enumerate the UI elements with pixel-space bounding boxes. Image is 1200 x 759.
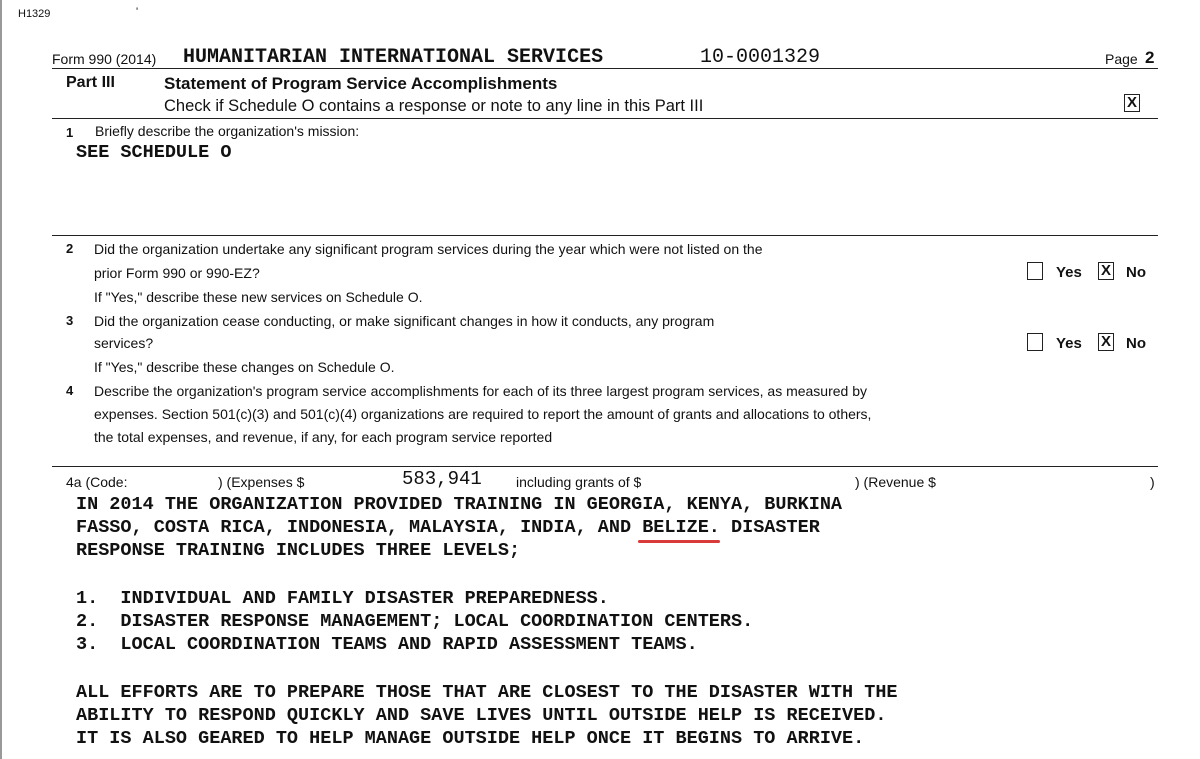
q4a-narrative-line: IN 2014 THE ORGANIZATION PROVIDED TRAINING IN GEORGIA, KENYA, BURKINA xyxy=(76,494,843,515)
page-left-edge xyxy=(0,0,2,759)
q4a-narrative-line: FASSO, COSTA RICA, INDONESIA, MALAYSIA, INDIA, AND BELIZE. DISASTER xyxy=(76,517,820,538)
page-number: 2 xyxy=(1145,48,1155,67)
page-label: Page xyxy=(1105,51,1138,67)
q4a-expenses-value: 583,941 xyxy=(402,468,482,490)
q2-line2: prior Form 990 or 990-EZ? xyxy=(94,265,260,281)
q3-line2: services? xyxy=(94,335,154,351)
q4a-closing-line: IT IS ALSO GEARED TO HELP MANAGE OUTSIDE HELP ONCE IT BEGINS TO ARRIVE. xyxy=(76,728,865,749)
org-name: HUMANITARIAN INTERNATIONAL SERVICES xyxy=(183,46,604,69)
q3-yes-label: Yes xyxy=(1056,335,1082,352)
q4-line3: the total expenses, and revenue, if any, for each program service reported xyxy=(94,429,553,445)
q4a-closing-line: ABILITY TO RESPOND QUICKLY AND SAVE LIVES UNTIL OUTSIDE HELP IS RECEIVED. xyxy=(76,705,887,726)
q2-no-checkbox[interactable]: X xyxy=(1098,262,1114,280)
q3-line1: Did the organization cease conducting, or make significant changes in how it conducts, any program xyxy=(94,313,715,329)
schedule-o-check-text: Check if Schedule O contains a response or note to any line in this Part III xyxy=(164,97,704,115)
q3-no-checkbox[interactable]: X xyxy=(1098,333,1114,351)
q4a-level-item: 3. LOCAL COORDINATION TEAMS AND RAPID ASSESSMENT TEAMS. xyxy=(76,634,698,655)
stray-mark: ' xyxy=(136,6,139,18)
q4a-code-label: 4a (Code: xyxy=(66,474,128,490)
q2-no-label: No xyxy=(1126,264,1146,281)
header-rule xyxy=(52,68,1158,69)
form-label: Form 990 (2014) xyxy=(52,51,157,67)
q2-line1: Did the organization undertake any significant program services during the year which were not listed on the xyxy=(94,241,763,257)
q1-answer: SEE SCHEDULE O xyxy=(76,142,232,163)
ein: 10-0001329 xyxy=(700,46,821,69)
q4-line2: expenses. Section 501(c)(3) and 501(c)(4) organizations are required to report the amount of grants and allocations to others, xyxy=(94,406,872,422)
q4a-level-item: 1. INDIVIDUAL AND FAMILY DISASTER PREPAREDNESS. xyxy=(76,588,609,609)
q3-yes-checkbox[interactable] xyxy=(1027,333,1043,351)
q4a-closing-line: ALL EFFORTS ARE TO PREPARE THOSE THAT ARE CLOSEST TO THE DISASTER WITH THE xyxy=(76,682,898,703)
q1-text: Briefly describe the organization's mission: xyxy=(95,123,360,139)
q4a-revenue-label: ) (Revenue $ xyxy=(855,474,936,490)
q1-rule xyxy=(52,235,1158,236)
part-label: Part III xyxy=(66,74,115,91)
part-rule xyxy=(52,118,1158,119)
q1-number: 1 xyxy=(66,125,74,140)
q2-yes-label: Yes xyxy=(1056,264,1082,281)
q2-yes-checkbox[interactable] xyxy=(1027,262,1043,280)
q3-no-label: No xyxy=(1126,335,1146,352)
schedule-o-checkbox[interactable]: X xyxy=(1124,94,1140,112)
q4a-expenses-label: ) (Expenses $ xyxy=(218,474,305,490)
q4a-close-paren: ) xyxy=(1150,474,1155,490)
q3-number: 3 xyxy=(66,313,74,328)
q4a-narrative-line: RESPONSE TRAINING INCLUDES THREE LEVELS; xyxy=(76,540,521,561)
q4-rule xyxy=(52,466,1158,467)
q2-line3: If "Yes," describe these new services on Schedule O. xyxy=(94,289,423,305)
q2-number: 2 xyxy=(66,241,74,256)
part-title: Statement of Program Service Accomplishments xyxy=(164,74,558,93)
q4-line1: Describe the organization's program service accomplishments for each of its three largest program services, as measured by xyxy=(94,383,868,399)
q4a-level-item: 2. DISASTER RESPONSE MANAGEMENT; LOCAL COORDINATION CENTERS. xyxy=(76,611,754,632)
q3-line3: If "Yes," describe these changes on Schedule O. xyxy=(94,359,395,375)
page-id: H1329 xyxy=(18,8,51,20)
q4a-grants-label: including grants of $ xyxy=(516,474,642,490)
q4-number: 4 xyxy=(66,383,74,398)
spellcheck-underline xyxy=(638,540,720,543)
